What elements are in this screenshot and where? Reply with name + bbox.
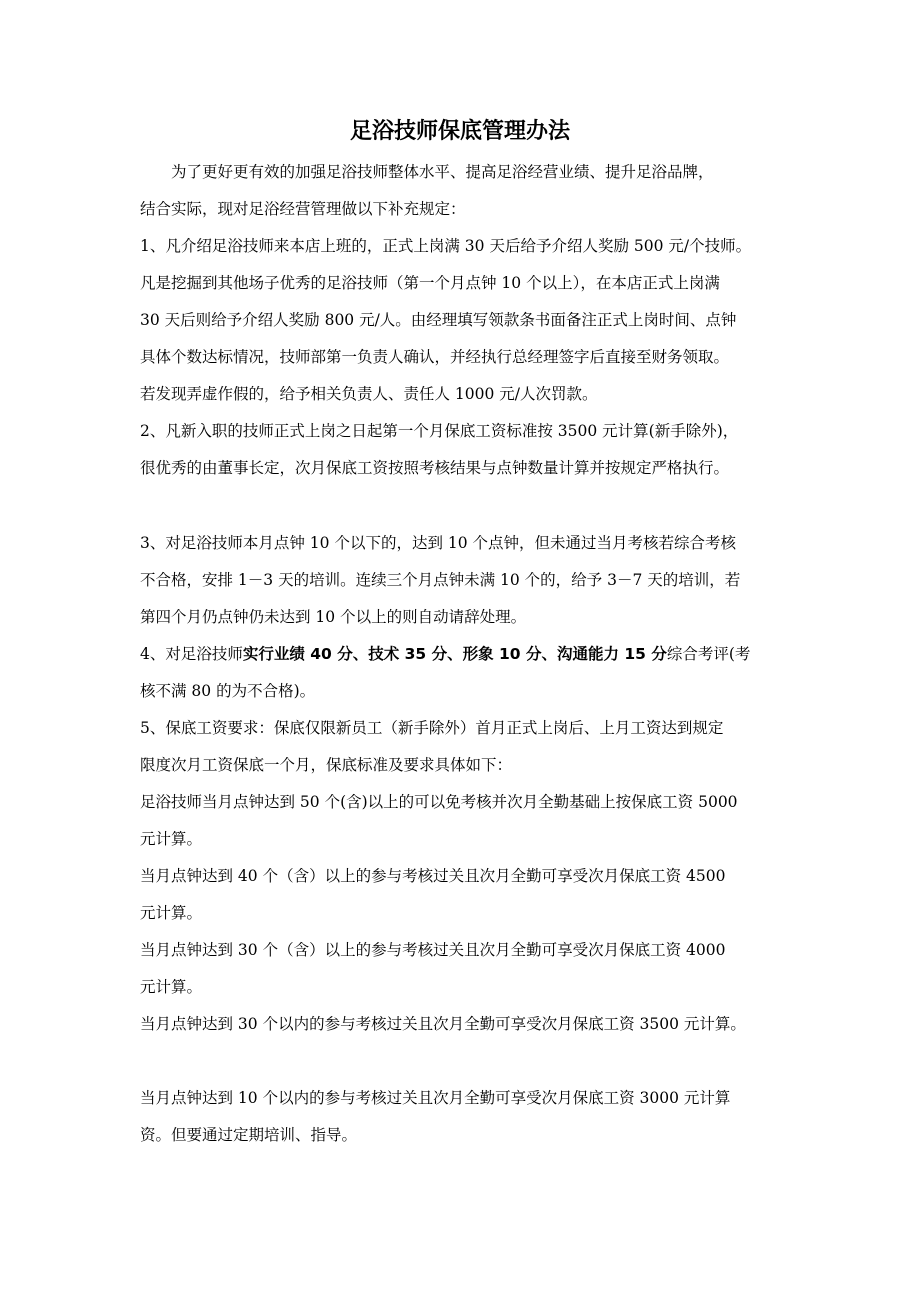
item2-line: 很优秀的由董事长定，次月保底工资按照考核结果与点钟数量计算并按规定严格执行。 [140, 459, 730, 477]
item4-suffix: 综合考评(考 [666, 645, 751, 663]
document-title: 足浴技师保底管理办法 [349, 119, 570, 144]
intro-line: 为了更好更有效的加强足浴技师整体水平、提高足浴经营业绩、提升足浴品牌， [171, 163, 714, 181]
rule-line: 当月点钟达到 30 个以内的参与考核过关且次月全勤可享受次月保底工资 3500 元计算。 [140, 1015, 746, 1033]
item1-line: 若发现弄虚作假的，给予相关负责人、责任人 1000 元/人次罚款。 [140, 385, 598, 403]
item1-line: 具体个数达标情况，技师部第一负责人确认，并经执行总经理签字后直接至财务领取。 [140, 348, 730, 366]
item5-line: 5、保底工资要求：保底仅限新员工（新手除外）首月正式上岗后、上月工资达到规定 [140, 719, 724, 737]
intro-line: 结合实际，现对足浴经营管理做以下补充规定： [140, 200, 466, 218]
item1-line: 30 天后则给予介绍人奖励 800 元/人。由经理填写领款条书面备注正式上岗时间、点钟 [140, 311, 737, 329]
item3-line: 第四个月仍点钟仍未达到 10 个以上的则自动请辞处理。 [140, 608, 527, 626]
item4-prefix: 4、对足浴技师 [140, 645, 243, 663]
item4-line: 核不满 80 的为不合格)。 [140, 682, 316, 700]
item4-bold-criteria: 实行业绩 40 分、技术 35 分、形象 10 分、沟通能力 15 分 [242, 645, 667, 663]
rule-line: 当月点钟达到 40 个（含）以上的参与考核过关且次月全勤可享受次月保底工资 4500 [140, 867, 726, 885]
rule-line: 资。但要通过定期培训、指导。 [140, 1126, 358, 1144]
item1-line: 1、凡介绍足浴技师来本店上班的，正式上岗满 30 天后给予介绍人奖励 500 元/个技师。 [140, 237, 752, 255]
item4-line [140, 643, 750, 665]
rule-line: 元计算。 [140, 830, 203, 848]
item3-line: 不合格，安排 1－3 天的培训。连续三个月点钟未满 10 个的，给予 3－7 天的培训，若 [140, 571, 741, 589]
rule-line: 元计算。 [140, 904, 203, 922]
item1-line: 凡是挖掘到其他场子优秀的足浴技师（第一个月点钟 10 个以上），在本店正式上岗满 [140, 274, 720, 292]
rule-line: 当月点钟达到 30 个（含）以上的参与考核过关且次月全勤可享受次月保底工资 4000 [140, 941, 726, 959]
rule-line: 当月点钟达到 10 个以内的参与考核过关且次月全勤可享受次月保底工资 3000 元计算 [140, 1089, 731, 1107]
item5-line: 限度次月工资保底一个月，保底标准及要求具体如下： [140, 756, 513, 774]
item3-line: 3、对足浴技师本月点钟 10 个以下的，达到 10 个点钟，但未通过当月考核若综合考核 [140, 534, 737, 552]
item2-line: 2、凡新入职的技师正式上岗之日起第一个月保底工资标准按 3500 元计算(新手除外)， [140, 422, 739, 440]
rule-line: 足浴技师当月点钟达到 50 个(含)以上的可以免考核并次月全勤基础上按保底工资 5000 [140, 793, 738, 811]
rule-line: 元计算。 [140, 978, 203, 996]
